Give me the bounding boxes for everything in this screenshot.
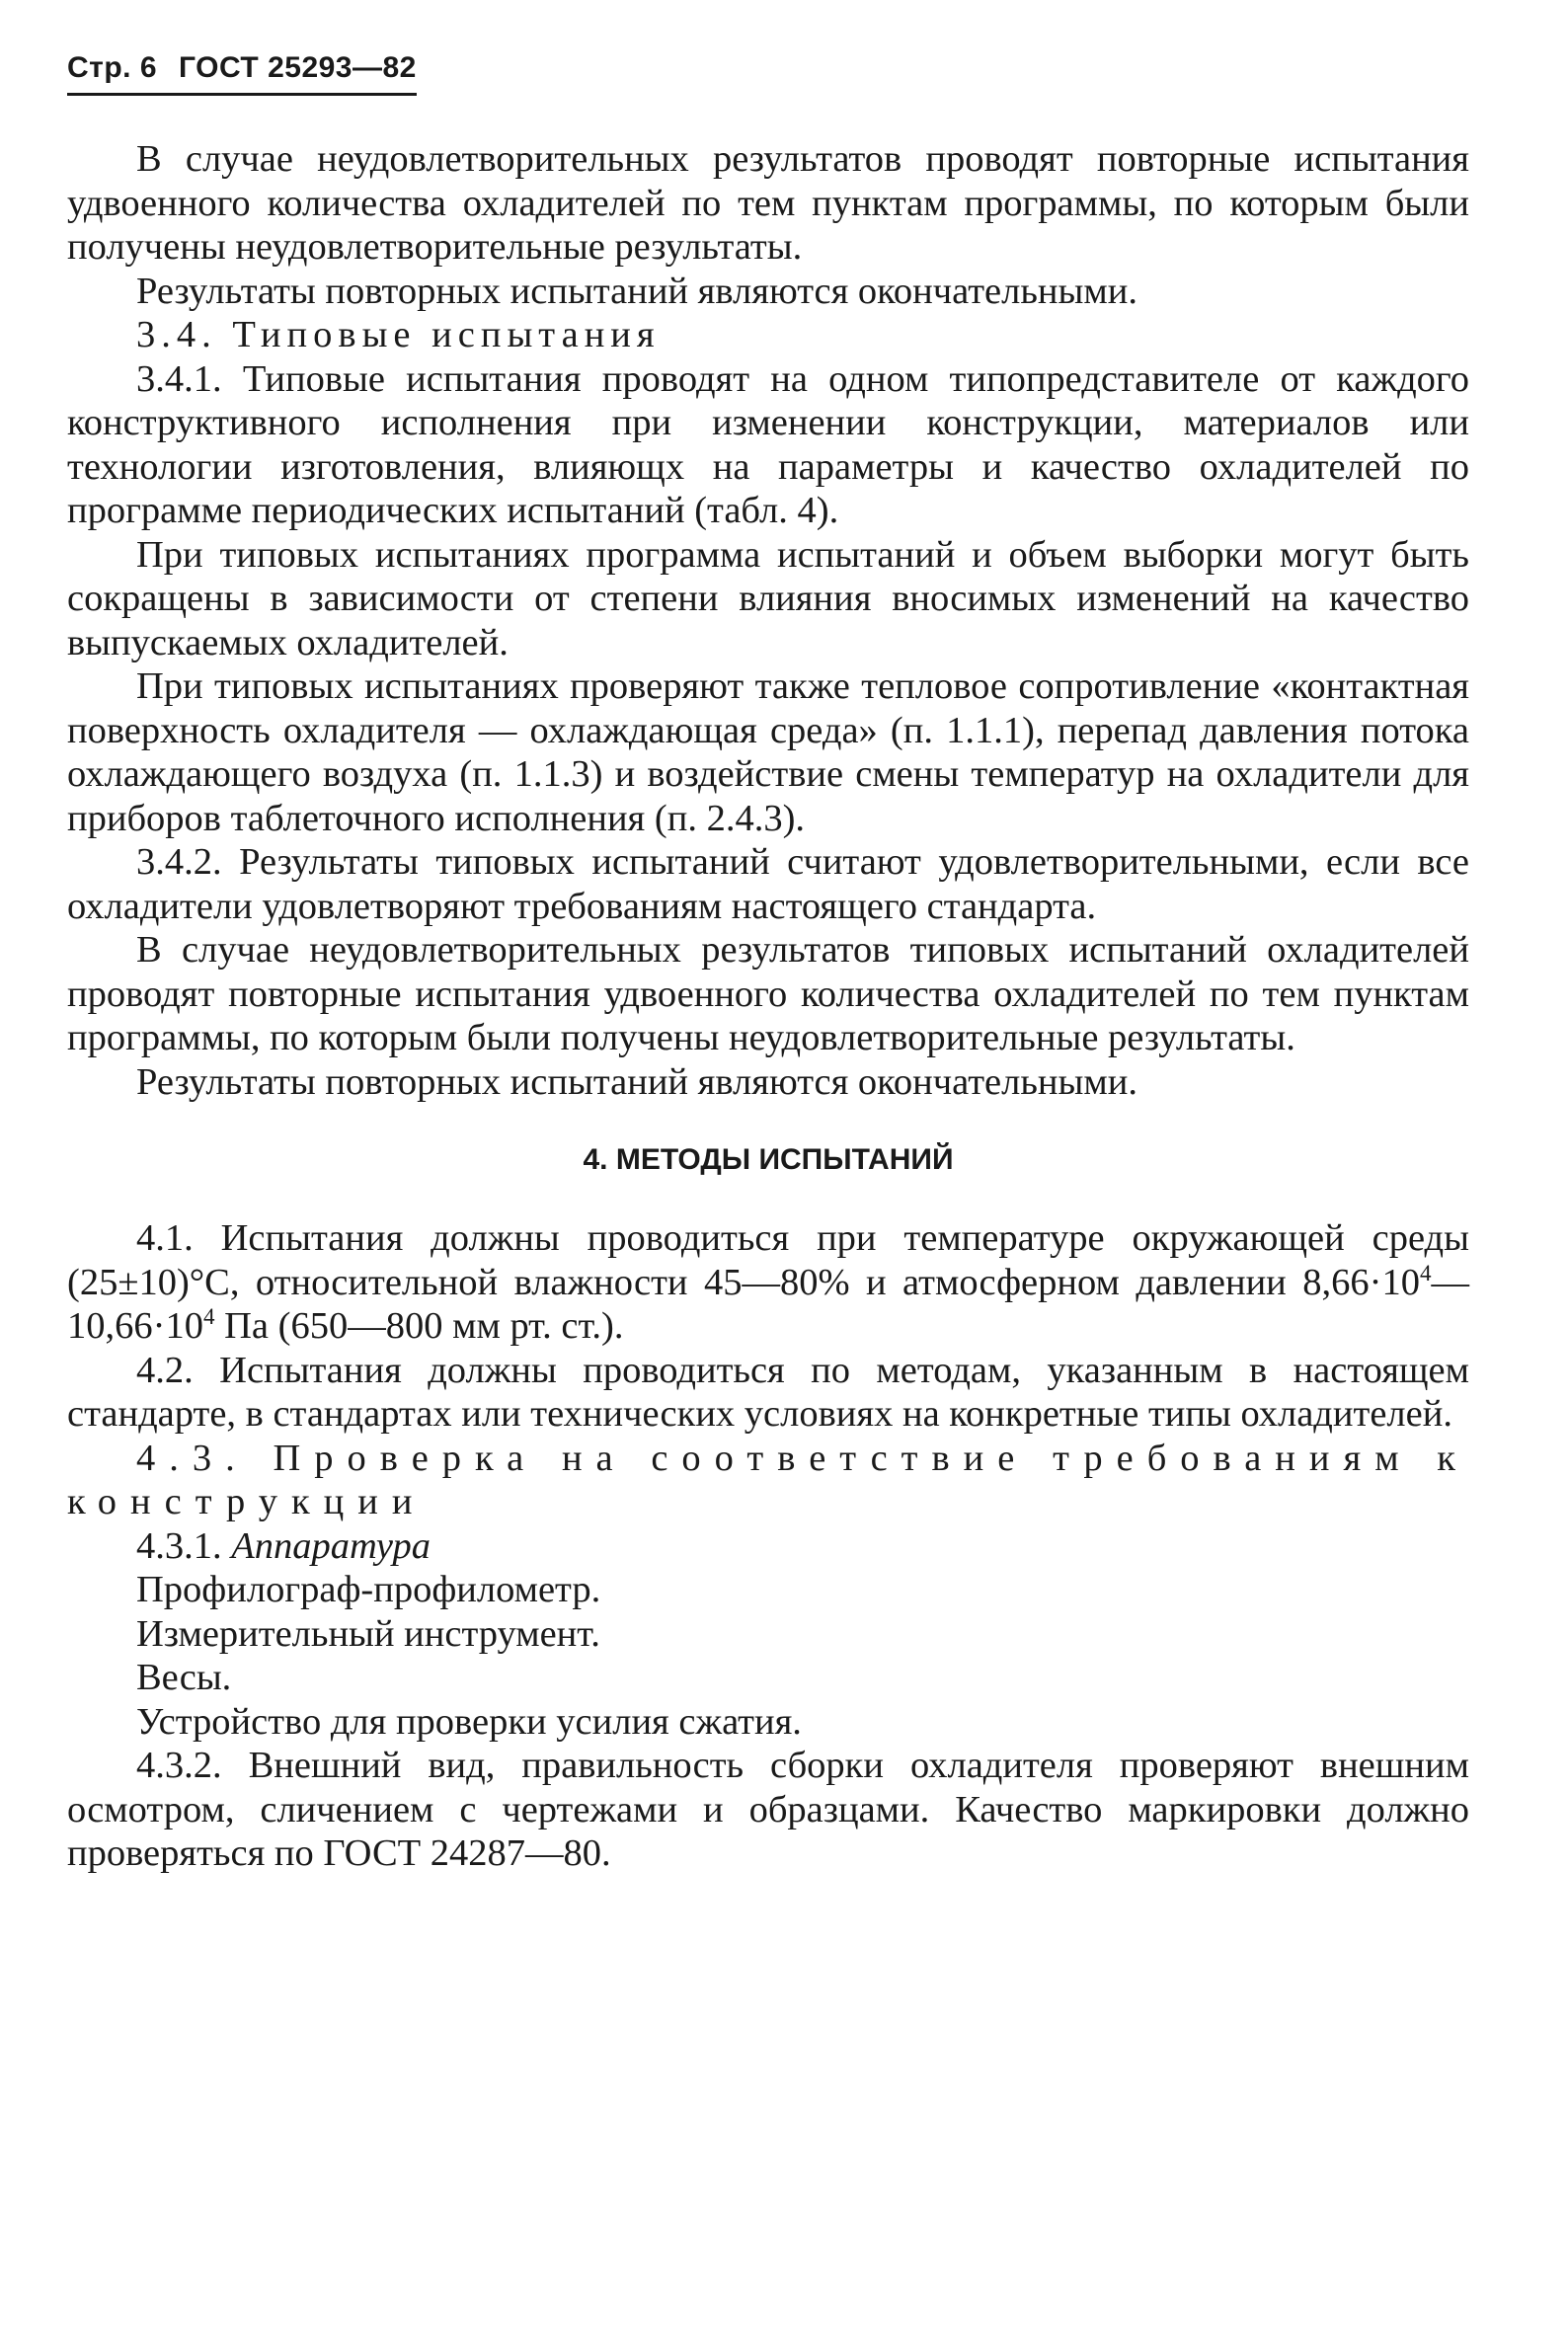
paragraph-4-3-2: 4.3.2. Внешний вид, правильность сборки охладителя проверяют внешним осмотром, сличением с чертежами и образцами. Качество маркировки должно проверяться по ГОСТ 24287—80. <box>67 1745 1469 1874</box>
p10-exponent-1: 4 <box>1419 1259 1432 1285</box>
paragraph-repeat-tests: В случае неудовлетворительных результатов проводят повторные испытания удвоенного количества охладителей по тем пунктам программы, по которым были получены неудовлетворительные результаты. <box>67 138 1469 268</box>
heading-design-check-line1: 4.3. Проверка на соответствие требованиям к <box>136 1437 1469 1479</box>
p10-text-b: —10,66·10 <box>67 1261 1469 1347</box>
list-item: Измерительный инструмент. <box>136 1612 600 1655</box>
document-page <box>67 43 1469 1876</box>
standard-number: ГОСТ 25293—82 <box>179 51 417 84</box>
p10-text-a: 4.1. Испытания должны проводиться при температуре окружающей среды (25±10)°С, относительной влажности 45—80% и атмосферном давлении 8,66·10 <box>67 1217 1469 1303</box>
page-header <box>67 51 417 96</box>
paragraph-final-results: Результаты повторных испытаний являются окончательными. <box>136 270 1137 312</box>
paragraph-thermal-resistance: При типовых испытаниях проверяют также тепловое сопротивление «контактная поверхность охладителя — охлаждающая среда» (п. 1.1.1), перепад давления потока охлаждающего воздуха (п. 1.1.3) и воздействие смены температур на охладители для приборов таблеточного исполнения (п. 2.4.3). <box>67 665 1469 839</box>
paragraph-3-4-2: 3.4.2. Результаты типовых испытаний считают удовлетворительными, если все охладители удовлетворяют требованиям настоящего стандарта. <box>67 841 1469 927</box>
paragraph-4-2: 4.2. Испытания должны проводиться по методам, указанным в настоящем стандарте, в стандартах или технических условиях на конкретные типы охладителей. <box>67 1349 1469 1435</box>
p10-exponent-2: 4 <box>202 1303 215 1330</box>
heading-design-check-line2: конструкции <box>67 1481 427 1522</box>
p10-text-c: Па (650—800 мм рт. ст.). <box>214 1305 624 1347</box>
list-item: Профилограф-профилометр. <box>136 1569 601 1610</box>
page-number: Стр. 6 <box>67 51 158 84</box>
paragraph-reduced-program: При типовых испытаниях программа испытаний и объем выборки могут быть сокращены в зависимости от степени влияния вносимых изменений на качество выпускаемых охладителей. <box>67 533 1469 663</box>
heading-apparatus <box>67 1524 1469 1569</box>
list-item: Весы. <box>136 1657 232 1698</box>
section-title: 4. МЕТОДЫ ИСПЫТАНИЙ <box>583 1143 954 1176</box>
paragraph-final-results-2: Результаты повторных испытаний являются окончательными. <box>136 1060 1137 1103</box>
paragraph-4-1 <box>67 1216 1469 1349</box>
list-item: Устройство для проверки усилия сжатия. <box>136 1700 802 1743</box>
paragraph-3-4-1: 3.4.1. Типовые испытания проводят на одном типопредставителе от каждого конструктивного исполнения при изменении конструкции, материалов или технологии изготовления, влияющх на параметры и качество охладителей по программе периодических испытаний (табл. 4). <box>67 357 1469 531</box>
heading-type-tests: 3.4. Типовые испытания <box>136 314 661 355</box>
paragraph-type-repeat-tests: В случае неудовлетворительных результатов типовых испытаний охладителей проводят повторные испытания удвоенного количества охладителей по тем пунктам программы, по которым были получены неудовлетворительные результаты. <box>67 929 1469 1058</box>
apparatus-title: Аппаратура <box>231 1524 431 1567</box>
apparatus-number: 4.3.1. <box>136 1524 232 1567</box>
